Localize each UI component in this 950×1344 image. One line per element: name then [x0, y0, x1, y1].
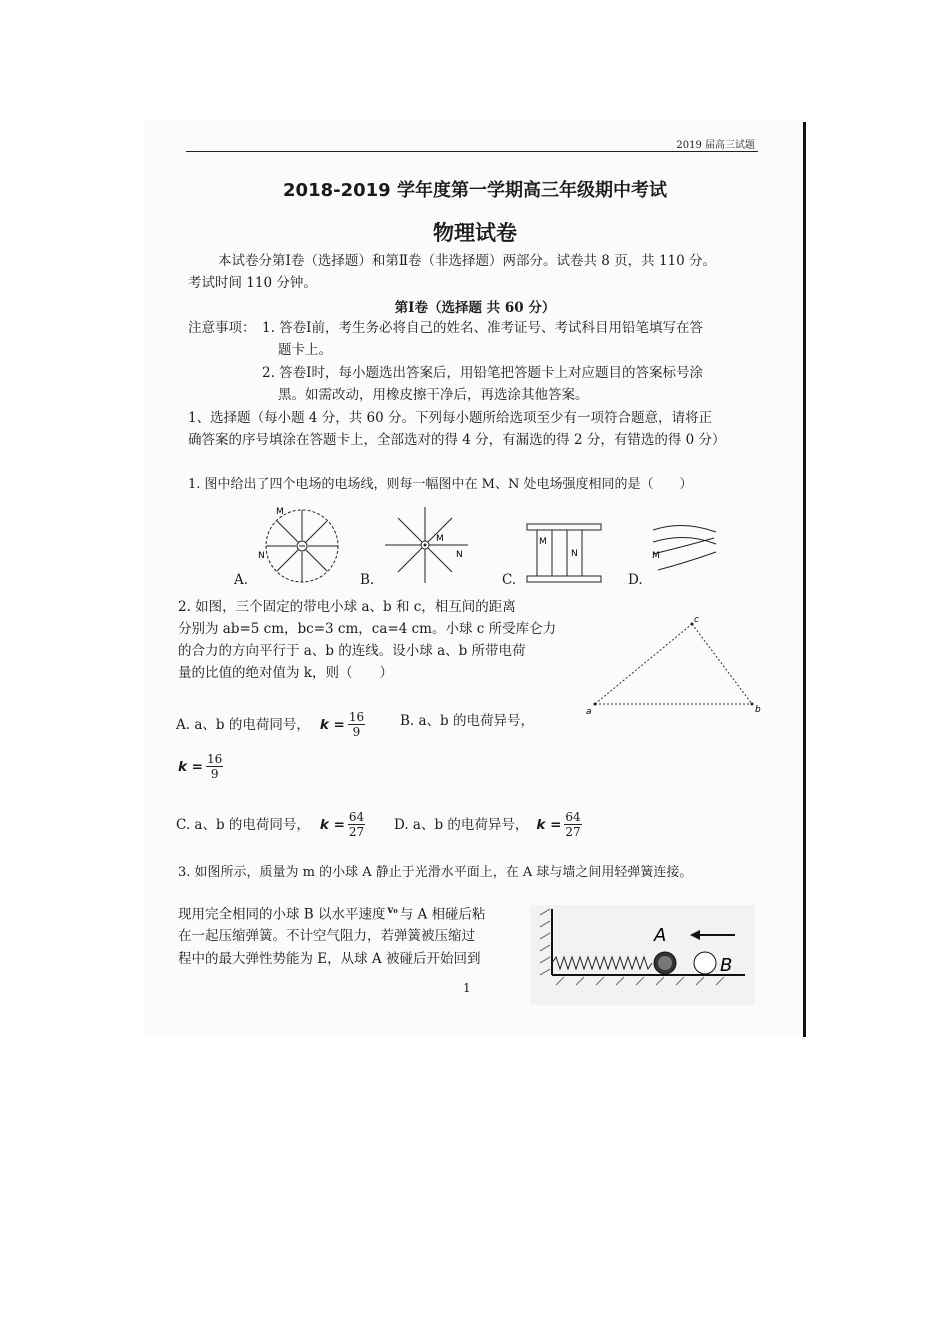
q1b-label-n: N	[456, 550, 463, 560]
notes-label: 注意事项：	[188, 320, 256, 336]
q2-stem-3: 的合力的方向平行于 a、b 的连线。设小球 a、b 所带电荷	[178, 643, 526, 659]
q3-line-1a: 现用完全相同的小球 B 以水平速度	[178, 906, 386, 923]
notes-line-4: 黑。如需改动，用橡皮擦干净后，再选涂其他答案。	[278, 387, 589, 403]
part1-instructions-1: 1、选择题（每小题 4 分，共 60 分。下列每小题所给选项至少有一项符合题意，请将正	[188, 410, 713, 426]
q2-option-a	[176, 710, 365, 739]
q2d-num: 64	[565, 810, 581, 824]
q2b-fraction	[206, 752, 223, 781]
q1c-label-m: M	[539, 537, 547, 547]
q2-stem-2: 分别为 ab=5 cm，bc=3 cm，ca=4 cm。小球 c 所受库仑力	[178, 621, 557, 637]
q2c-den: 27	[348, 825, 365, 839]
q2c-num: 64	[348, 810, 365, 824]
q1-option-b: B.	[360, 572, 375, 588]
q1c-label-n: N	[571, 549, 578, 559]
q2-stem-4: 量的比值的绝对值为 k，则（ ）	[178, 665, 393, 681]
q2a-text: A. a、b 的电荷同号，	[176, 716, 310, 733]
q2-option-b-k	[178, 752, 223, 781]
exam-subtitle: 物理试卷	[433, 221, 517, 245]
q1-option-c: C.	[502, 572, 517, 588]
part1-instructions-2: 确答案的序号填涂在答题卡上，全部选对的得 4 分，有漏选的得 2 分，有错选的得 0 分）	[188, 432, 726, 448]
q2-option-d	[394, 810, 582, 839]
header-label: 2019 届高三试题	[676, 140, 755, 151]
q2d-text: D. a、b 的电荷异号，	[394, 816, 529, 833]
section-title: 第Ⅰ卷（选择题 共 60 分）	[394, 300, 556, 316]
q1-figure-d	[648, 518, 723, 584]
q1b-label-m: M	[436, 534, 444, 544]
q2-label-b: b	[755, 705, 761, 715]
intro-line-2: 考试时间 110 分钟。	[188, 275, 317, 291]
q2b-num: 16	[207, 752, 223, 766]
q2d-k: k =	[536, 816, 562, 833]
q1-figure-a	[250, 500, 350, 588]
q2-option-c	[176, 810, 365, 839]
q2-label-c: c	[694, 615, 699, 625]
q2d-fraction	[564, 810, 581, 839]
q1-stem: 1. 图中给出了四个电场的电场线，则每一幅图中在 M、N 处电场强度相同的是（ ）	[188, 477, 693, 492]
q3-spring-figure	[530, 905, 755, 1005]
q2-label-a: a	[586, 707, 592, 717]
q1-figure-b	[380, 505, 475, 585]
page-number: 1	[463, 981, 471, 995]
q1-option-d: D.	[628, 572, 643, 588]
notes-line-3: 2. 答卷Ⅰ时，每小题选出答案后，用铅笔把答题卡上对应题目的答案标号涂	[262, 365, 704, 381]
q3-line-1	[178, 900, 486, 926]
q2c-k: k =	[319, 816, 345, 833]
q2d-den: 27	[565, 825, 581, 839]
q2b-den: 9	[210, 767, 219, 781]
q3-velocity: v₀	[387, 905, 398, 916]
q3-label-b: B	[720, 955, 733, 976]
q2a-den: 9	[352, 725, 361, 739]
q1a-label-n: N	[258, 551, 265, 561]
q2-option-b: B. a、b 的电荷异号，	[400, 713, 534, 729]
q2c-fraction	[348, 810, 365, 839]
q3-line-2: 在一起压缩弹簧。不计空气阻力，若弹簧被压缩过	[178, 928, 475, 944]
q1-option-a: A.	[234, 572, 249, 588]
exam-title: 2018-2019 学年度第一学期高三年级期中考试	[283, 180, 667, 201]
q2-triangle-figure	[580, 610, 770, 720]
q2a-fraction	[348, 710, 365, 739]
q2b-k: k =	[178, 758, 203, 775]
q1d-label-m: M	[652, 551, 660, 561]
q2a-k: k =	[319, 716, 345, 733]
q3-stem: 3. 如图所示，质量为 m 的小球 A 静止于光滑水平面上，在 A 球与墙之间用轻弹簧连接。	[178, 865, 693, 880]
q3-line-3: 程中的最大弹性势能为 E，从球 A 被碰后开始回到	[178, 951, 481, 967]
scan-edge-line	[803, 122, 806, 1037]
q2a-num: 16	[348, 710, 365, 724]
intro-line-1: 本试卷分第Ⅰ卷（选择题）和第Ⅱ卷（非选择题）两部分。试卷共 8 页，共 110 分。	[218, 253, 717, 269]
q2c-text: C. a、b 的电荷同号，	[176, 816, 310, 833]
header-rule	[186, 151, 758, 152]
notes-line-1: 1. 答卷Ⅰ前，考生务必将自己的姓名、准考证号、考试科目用铅笔填写在答	[262, 320, 704, 336]
q3-label-a: A	[654, 925, 667, 946]
q1a-label-m: M	[276, 507, 284, 517]
q3-line-1b: 与 A 相碰后粘	[399, 906, 486, 923]
notes-line-2: 题卡上。	[278, 342, 332, 358]
q1-figure-c	[525, 522, 605, 584]
q2-stem-1: 2. 如图，三个固定的带电小球 a、b 和 c，相互间的距离	[178, 599, 516, 615]
